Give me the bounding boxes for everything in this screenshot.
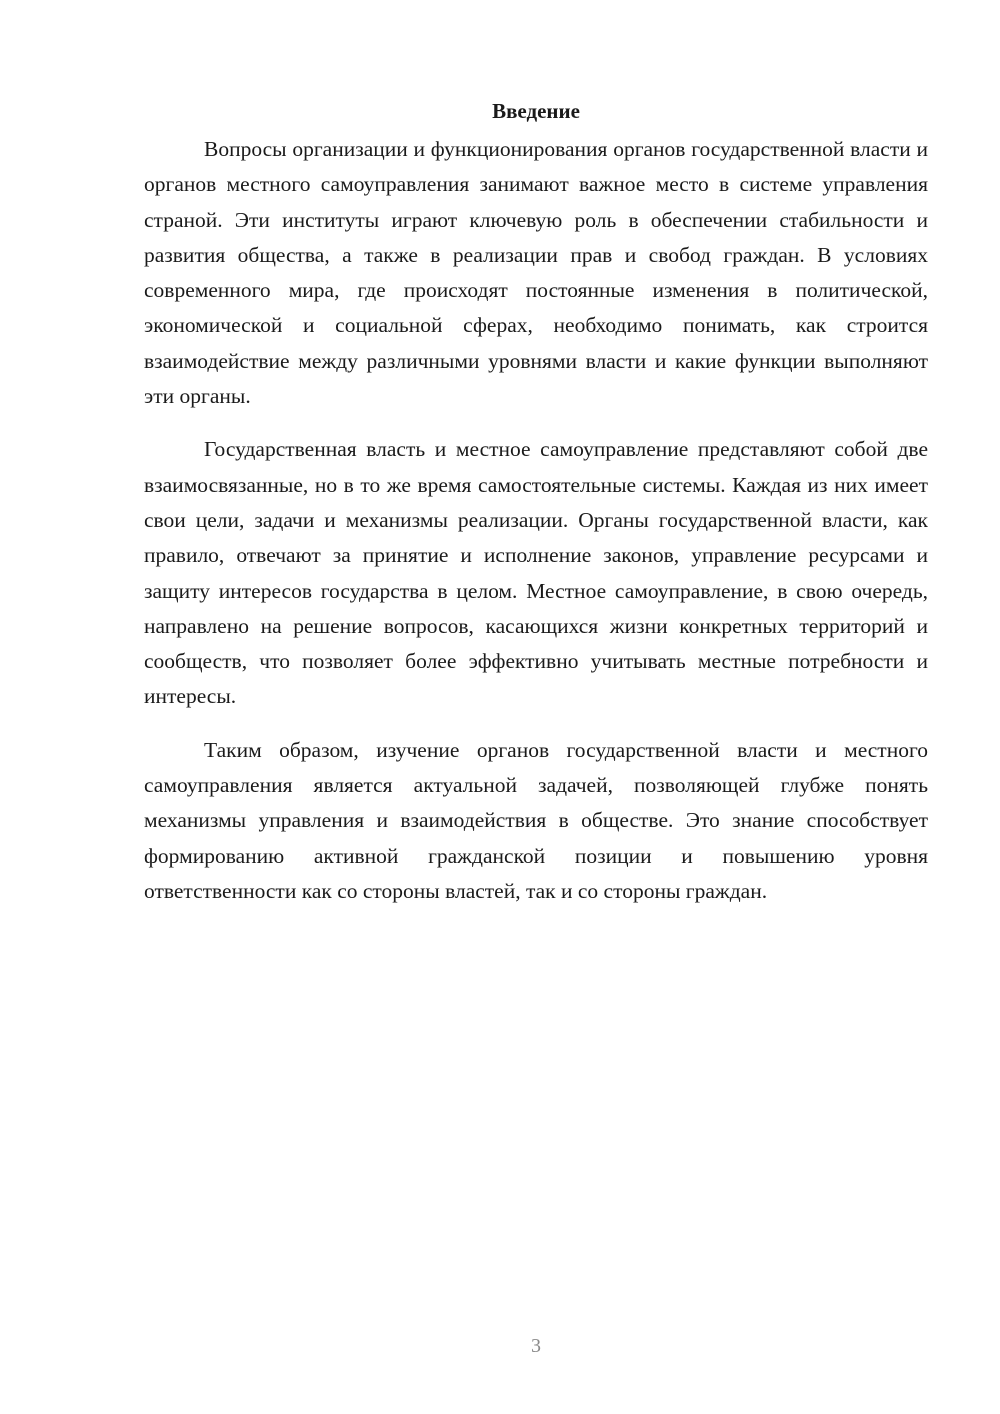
paragraph-2: Государственная власть и местное самоуправление представляют собой две взаимосвязанные, но в то же время самостоятельные системы. Каждая из них имеет свои цели, задачи и механизмы реализации. Органы государственной власти, как правило, отвечают за принятие и исполнение законов, управление ресурсами и защиту интересов государства в целом. Местное самоуправление, в свою очередь, направлено на решение вопросов, касающихся жизни конкретных территорий и сообществ, что позволяет более эффективно учитывать местные потребности и интересы. [144, 437, 928, 709]
section-title: Введение [492, 99, 580, 123]
page-number: 3 [531, 1335, 541, 1357]
paragraph-3: Таким образом, изучение органов государственной власти и местного самоуправления является актуальной задачей, позволяющей глубже понять механизмы управления и взаимодействия в обществе. Это знание способствует формированию активной гражданской позиции и повышению уровня ответственности как со стороны властей, так и со стороны граждан. [144, 737, 928, 903]
paragraph-1: Вопросы организации и функционирования органов государственной власти и органов местного самоуправления занимают важное место в системе управления страной. Эти институты играют ключевую роль в обеспечении стабильности и развития общества, а также в реализации прав и свобод граждан. В условиях современного мира, где происходят постоянные изменения в политической, экономической и социальной сферах, необходимо понимать, как строится взаимодействие между различными уровнями власти и какие функции выполняют эти органы. [144, 137, 928, 409]
document-body [144, 96, 928, 927]
